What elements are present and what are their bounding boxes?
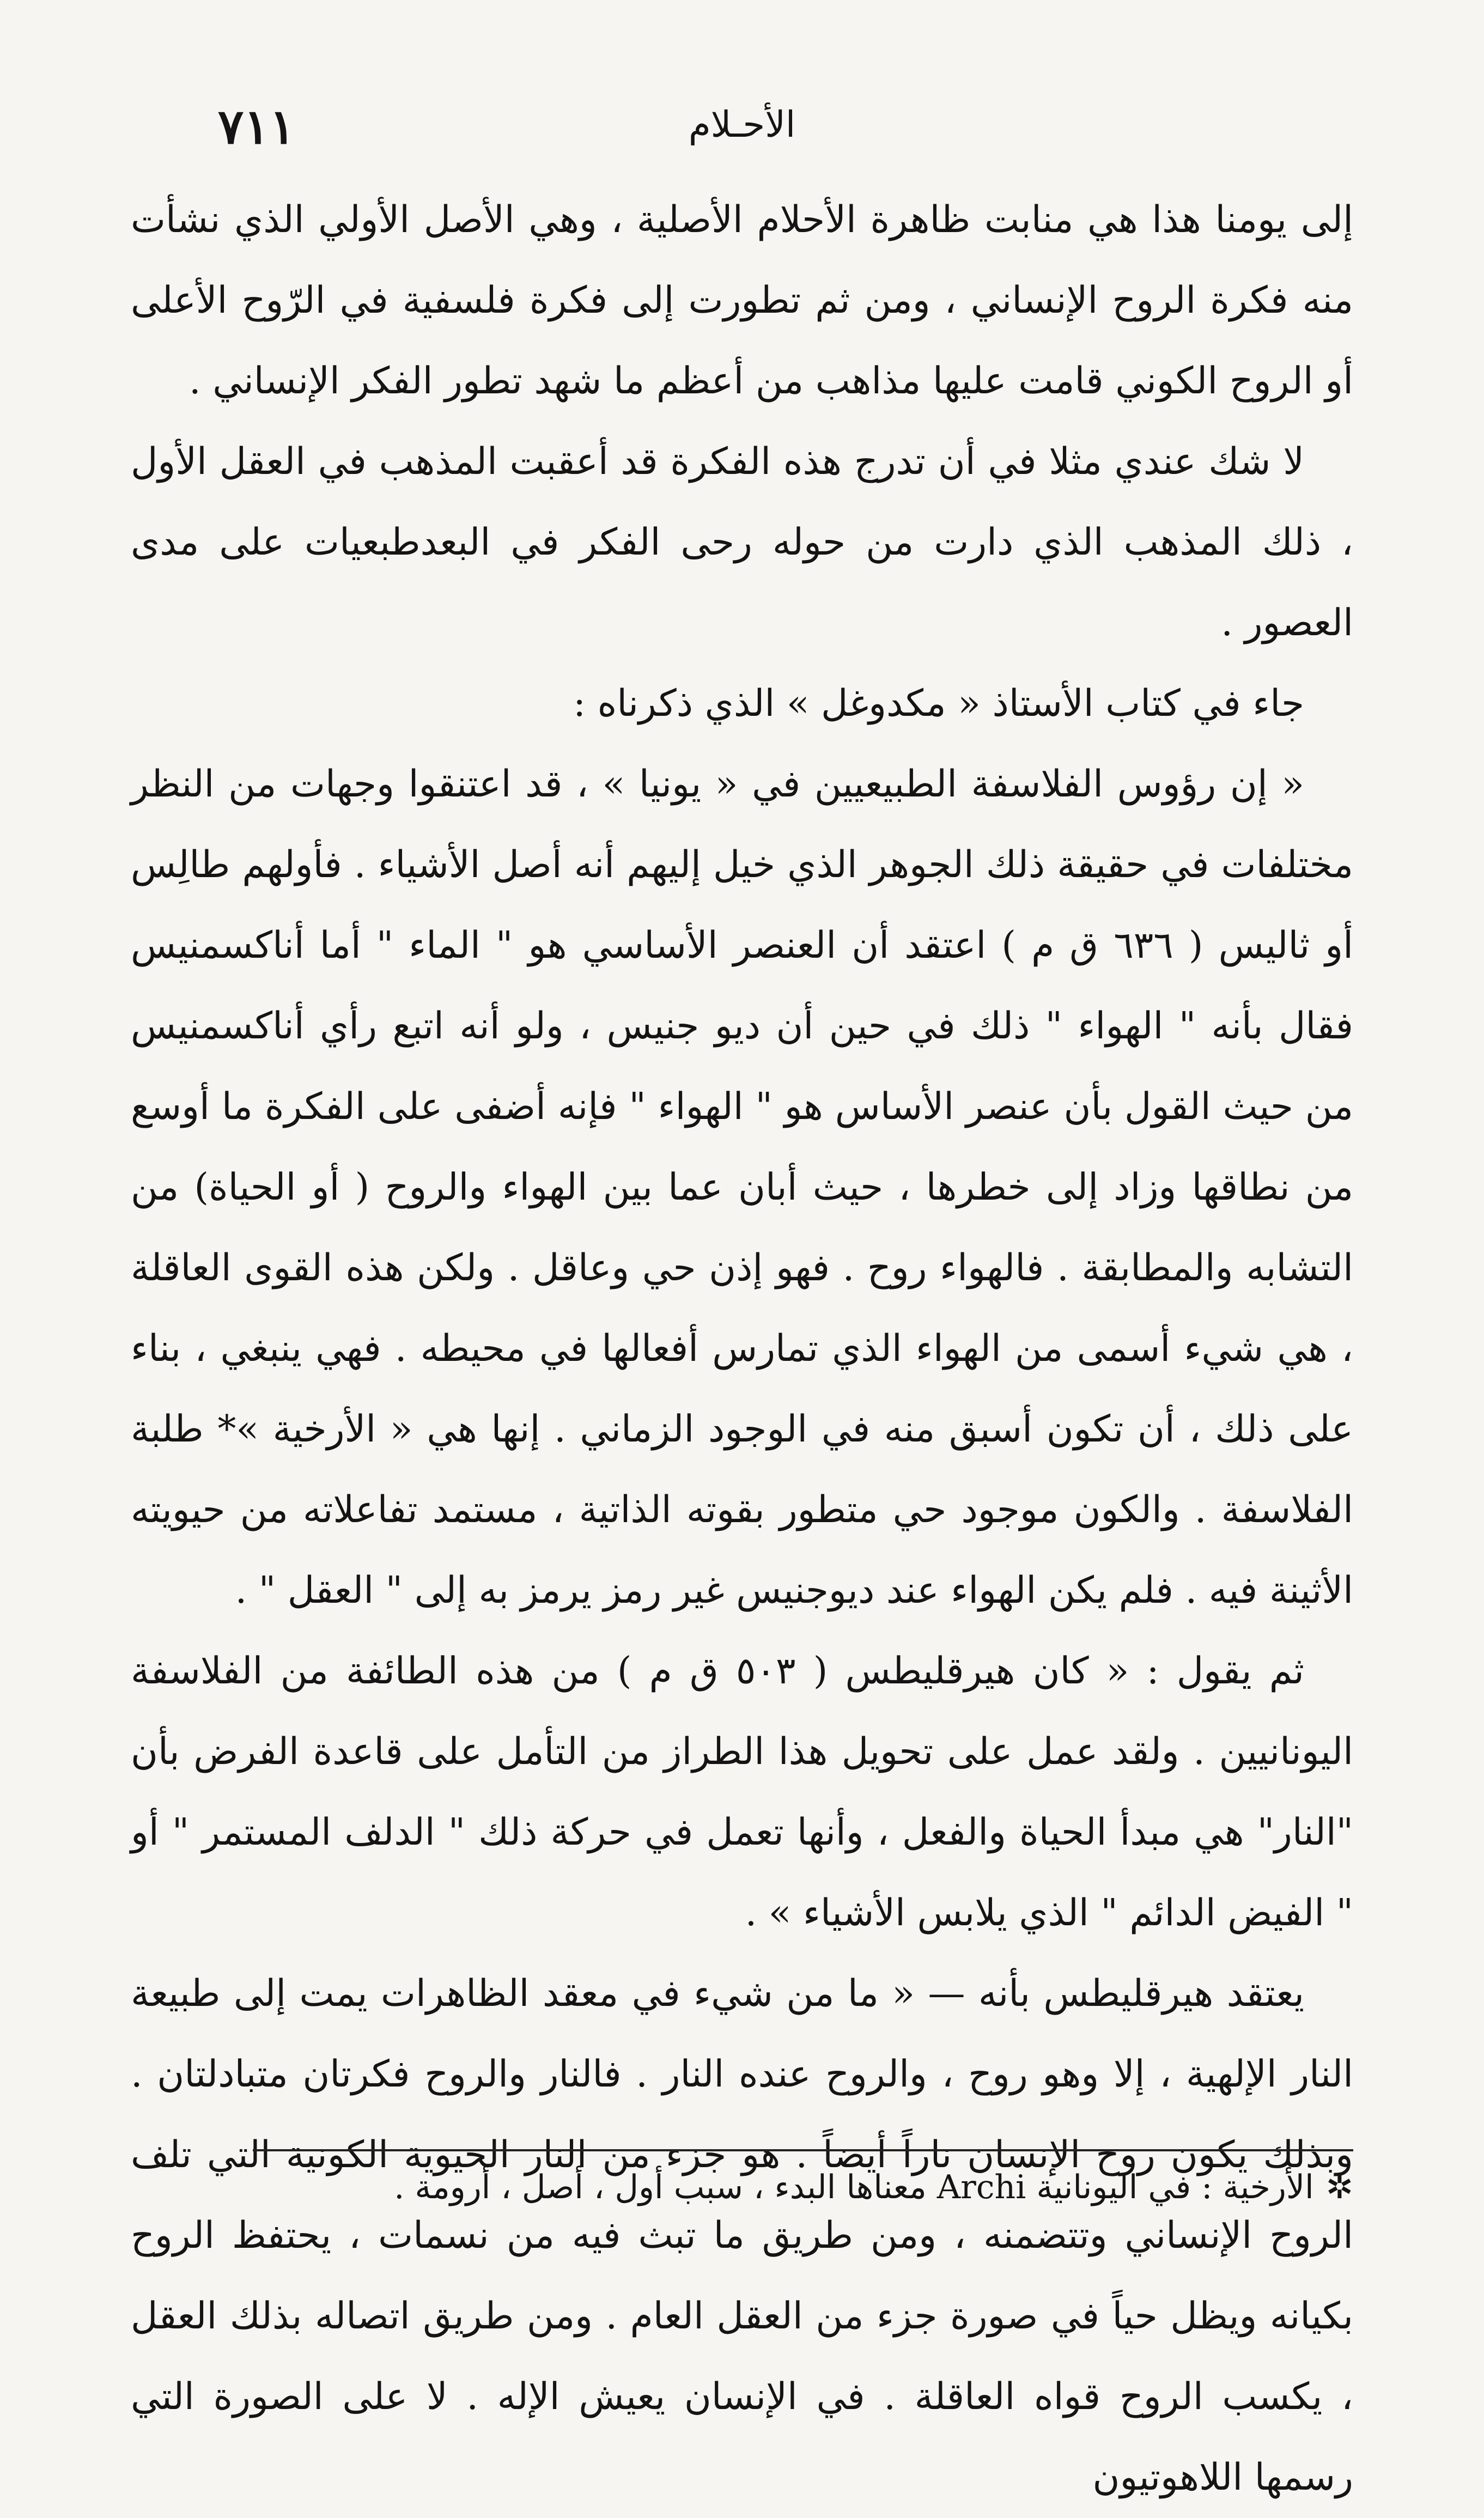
paragraph-4-quote: « إن رؤوس الفلاسفة الطبيعيين في « يونيا » ، قد اعتنقوا وجهات من النظر مختلفات في حقيقة ذلك الجوهر الذي خيل إليهم أنه أصل الأشياء . فأولهم طالِس أو ثاليس ( ٦٣٦ ق م ) اعتقد أن العنصر الأساسي هو " الماء " أما أناكسمنيس فقال بأنه " الهواء " ذلك في حين أن ديو جنيس ، ولو أنه اتبع رأي أناكسمنيس من حيث القول بأن عنصر الأساس هو " الهواء " فإنه أضفى على الفكرة ما أوسع من نطاقها وزاد إلى خطرها ، حيث أبان عما بين الهواء والروح ( أو الحياة) من التشابه والمطابقة . فالهواء روح . فهو إذن حي وعاقل . ولكن هذه القوى العاقلة ، هي شيء أسمى من الهواء الذي تمارس أفعالها في محيطه . فهي ينبغي ، بناء على ذلك ، أن تكون أسبق منه في الوجود الزماني . إنها هي « الأرخية »* طلبة الفلاسفة . والكون موجود حي متطور بقوته الذاتية ، مستمد تفاعلاته من حيويته الأثينة فيه . فلم يكن الهواء عند ديوجنيس غير رمز يرمز به إلى " العقل " . bbox=[131, 763, 1353, 1612]
footnote-star-icon: ✲ bbox=[1325, 2168, 1353, 2206]
footnote-text: الأرخية : في اليونانية Archi معناها البدء ، سبب أول ، أصل ، أرومة . bbox=[394, 2168, 1314, 2206]
page-number: ٧١١ bbox=[218, 98, 295, 155]
running-title: الأحـلام bbox=[688, 104, 796, 145]
paragraph-6: يعتقد هيرقليطس بأنه — « ما من شيء في معقد الظاهرات يمت إلى طبيعة النار الإلهية ، إلا وهو روح ، والروح عنده النار . فالنار والروح فكرتان متبادلتان . وبذلك يكون روح الإنسان ناراً أيضاً . هو جزء من النار الحيوية الكونية التي تلف الروح الإنساني وتتضمنه ، ومن طريق ما تبث فيه من نسمات ، يحتفظ الروح بكيانه ويظل حياً في صورة جزء من العقل العام . ومن طريق اتصاله بذلك العقل ، يكسب الروح قواه العاقلة . في الإنسان يعيش الإله . لا على الصورة التي رسمها اللاهوتيون bbox=[131, 1972, 1353, 2499]
page-header bbox=[147, 98, 1337, 163]
paragraph-2: لا شك عندي مثلا في أن تدرج هذه الفكرة قد أعقبت المذهب في العقل الأول ، ذلك المذهب الذي دارت من حوله رحى الفكر في البعدطبعيات على مدى العصور . bbox=[131, 440, 1353, 644]
paragraph-1: إلى يومنا هذا هي منابت ظاهرة الأحلام الأصلية ، وهي الأصل الأولي الذي نشأت منه فكرة الروح الإنساني ، ومن ثم تطورت إلى فكرة فلسفية في الرّوح الأعلى أو الروح الكوني قامت عليها مذاهب من أعظم ما شهد تطور الفكر الإنساني . bbox=[131, 198, 1353, 403]
footnote-separator bbox=[253, 2149, 1353, 2151]
paragraph-5: ثم يقول : « كان هيرقليطس ( ٥٠٣ ق م ) من هذه الطائفة من الفلاسفة اليونانيين . ولقد عمل على تحويل هذا الطراز من التأمل على قاعدة الفرض بأن "النار" هي مبدأ الحياة والفعل ، وأنها تعمل في حركة ذلك " الدلف المستمر " أو " الفيض الدائم " الذي يلابس الأشياء » . bbox=[131, 1650, 1353, 1935]
footnote bbox=[131, 2157, 1353, 2217]
paragraph-3: جاء في كتاب الأستاذ « مكدوغل » الذي ذكرناه : bbox=[573, 682, 1304, 725]
